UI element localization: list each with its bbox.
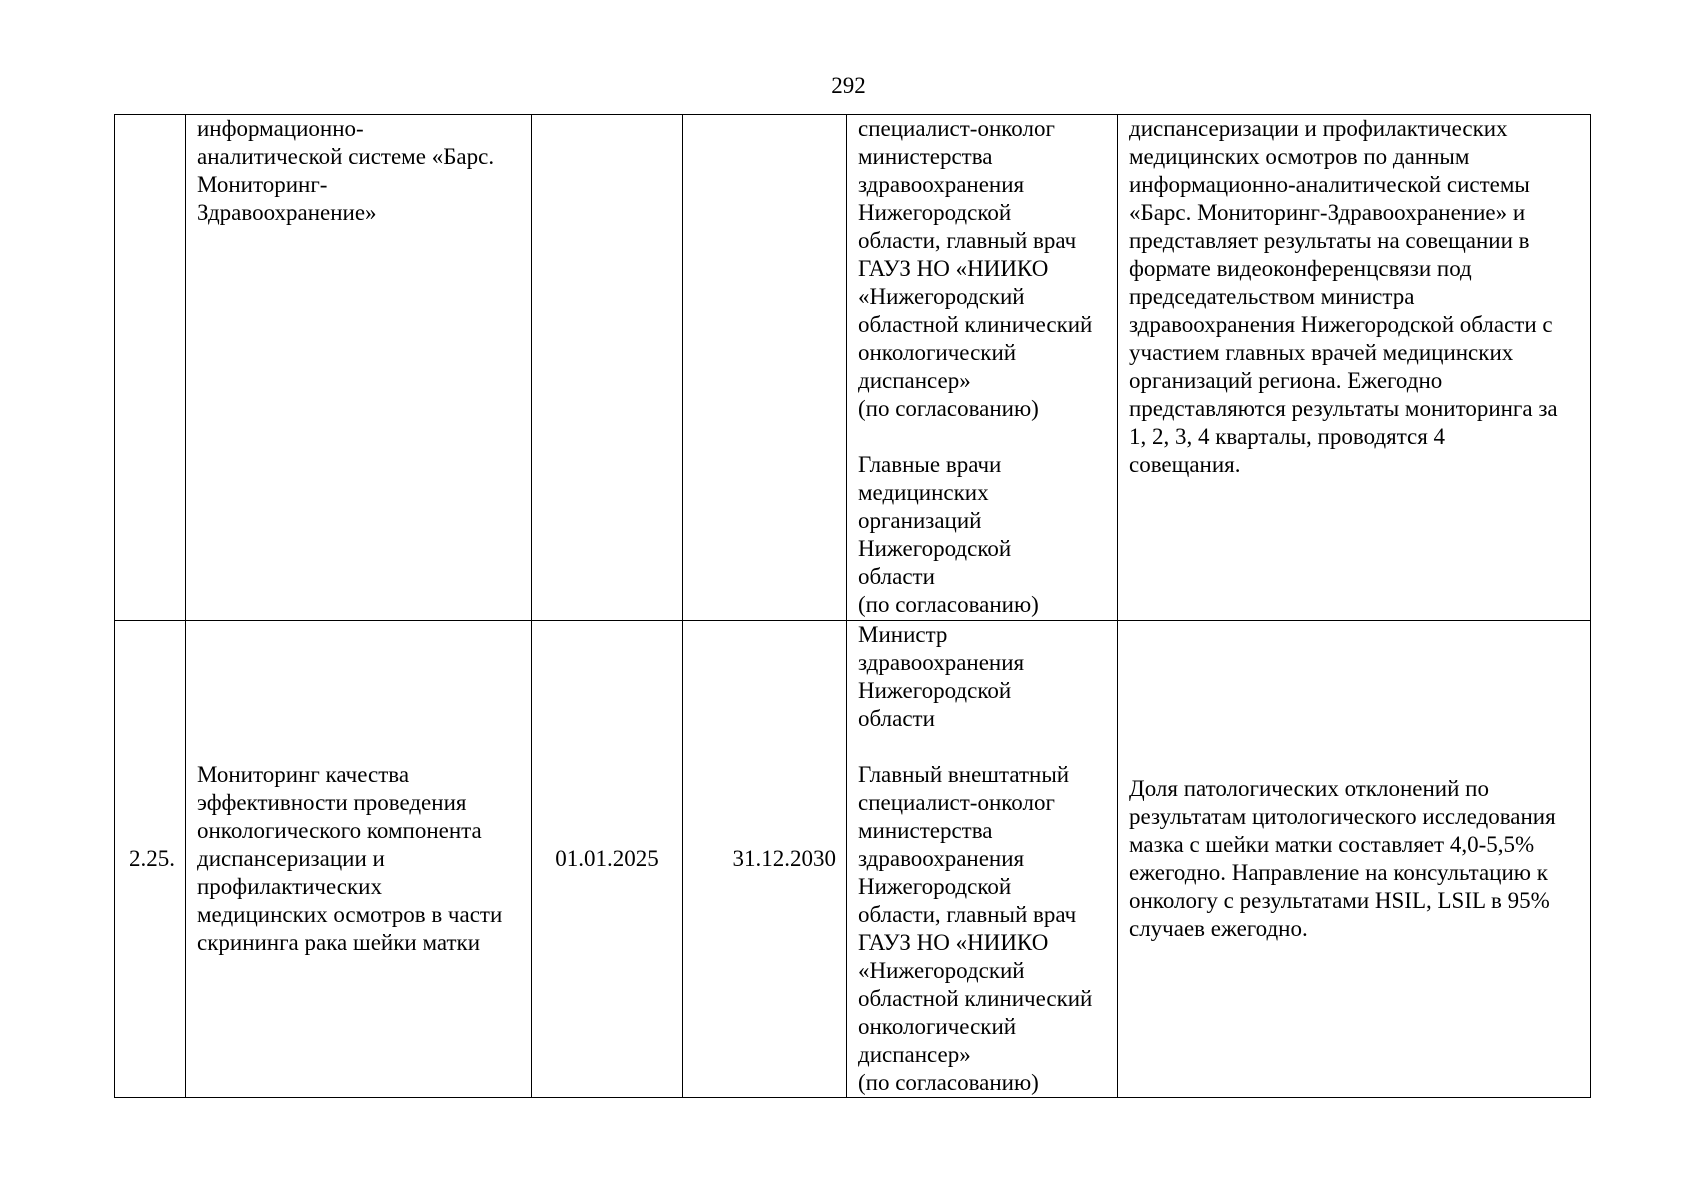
row-number-cell: 2.25.	[115, 621, 186, 1098]
activities-table	[114, 114, 1591, 1098]
end-date-cell: 31.12.2030	[683, 621, 847, 1098]
table-row	[115, 115, 1591, 621]
start-date-cell: 01.01.2025	[532, 621, 683, 1098]
activity-cell: Мониторинг качества эффективности проведения онкологического компонента диспансеризации и профилактических медицинских осмотров в части скрининга рака шейки матки	[186, 621, 532, 1098]
row-number-cell	[115, 115, 186, 621]
start-date-cell	[532, 115, 683, 621]
result-cell: Доля патологических отклонений по результатам цитологического исследования мазка с шейки матки составляет 4,0-5,5% ежегодно. Направление на консультацию к онкологу с результатами HSIL, LSIL в 95% случаев ежегодно.	[1118, 621, 1591, 1098]
table-row	[115, 621, 1591, 1098]
activity-cell: информационно- аналитической системе «Барс. Мониторинг- Здравоохранение»	[186, 115, 532, 621]
result-cell: диспансеризации и профилактических медицинских осмотров по данным информационно-аналитической системы «Барс. Мониторинг-Здравоохранение» и представляет результаты на совещании в формате видеоконференцсвязи под председательством министра здравоохранения Нижегородской области с участием главных врачей медицинских организаций региона. Ежегодно представляются результаты мониторинга за 1, 2, 3, 4 кварталы, проводятся 4 совещания.	[1118, 115, 1591, 621]
page-number: 292	[831, 73, 866, 98]
end-date-cell	[683, 115, 847, 621]
responsible-cell: Министр здравоохранения Нижегородской области Главный внештатный специалист-онколог министерства здравоохранения Нижегородской области, главный врач ГАУЗ НО «НИИКО «Нижегородский областной клинический онкологический диспансер» (по согласованию)	[847, 621, 1118, 1098]
responsible-cell: специалист-онколог министерства здравоохранения Нижегородской области, главный врач ГАУЗ НО «НИИКО «Нижегородский областной клинический онкологический диспансер» (по согласованию) Главные врачи медицинских организаций Нижегородской области (по согласованию)	[847, 115, 1118, 621]
